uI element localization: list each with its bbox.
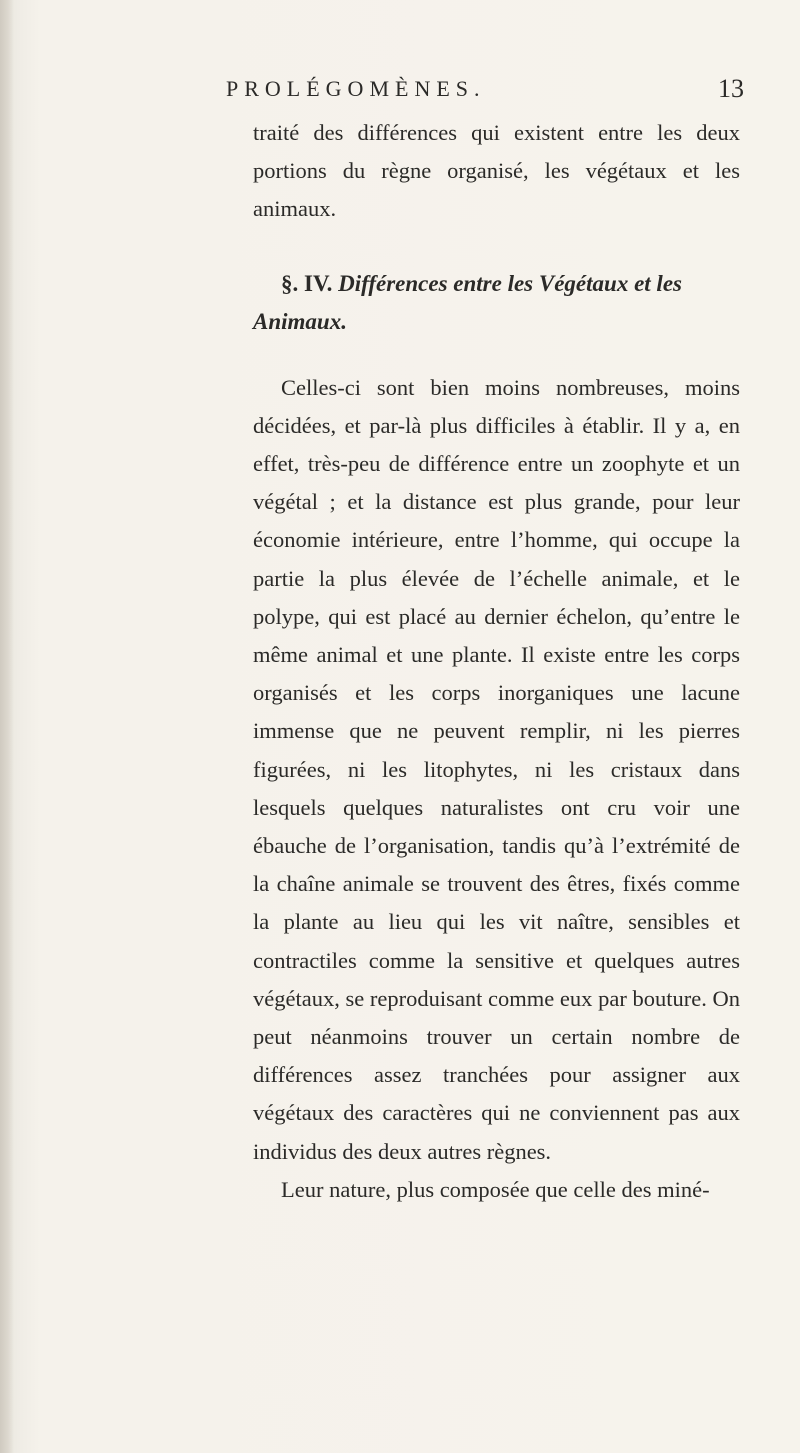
section-label: §. IV. <box>281 270 333 296</box>
section-heading <box>253 265 740 341</box>
continuation-paragraph: Leur nature, plus composée que celle des miné- <box>281 1176 710 1202</box>
body-text <box>253 114 740 1209</box>
intro-paragraph: traité des différences qui existent entre les deux portions du règne organisé, les végétaux et les animaux. <box>253 120 740 222</box>
section-title: Différences entre les Végétaux et les Animaux. <box>253 270 682 334</box>
page-gutter-shadow <box>0 0 14 1453</box>
heading-spacer <box>253 341 740 369</box>
running-header: PROLÉGOMÈNES. <box>226 76 486 101</box>
page-number: 13 <box>718 74 744 103</box>
main-paragraph: Celles-ci sont bien moins nombreuses, moins décidées, et par-là plus difficiles à établir. Il y a, en effet, très-peu de différence entre un zoophyte et un végétal ; et la distance est plus grande, pour leur économie intérieure, entre l’homme, qui occupe la partie la plus élevée de l’échelle animale, et le polype, qui est placé au dernier échelon, qu’entre le même animal et une plante. Il existe entre les corps organisés et les corps inorganiques une lacune immense que ne peuvent remplir, ni les pierres figurées, ni les litophytes, ni les cristaux dans lesquels quelques naturalistes ont cru voir une ébauche de l’organisation, tandis qu’à l’extrémité de la chaîne animale se trouvent des êtres, fixés comme la plante au lieu qui les vit naître, sensibles et contractiles comme la sensitive et quelques autres végétaux, se reproduisant comme eux par bouture. On peut néanmoins trouver un certain nombre de différences assez tranchées pour assigner aux végétaux des caractères qui ne conviennent pas aux individus des deux autres règnes. <box>253 374 740 1164</box>
